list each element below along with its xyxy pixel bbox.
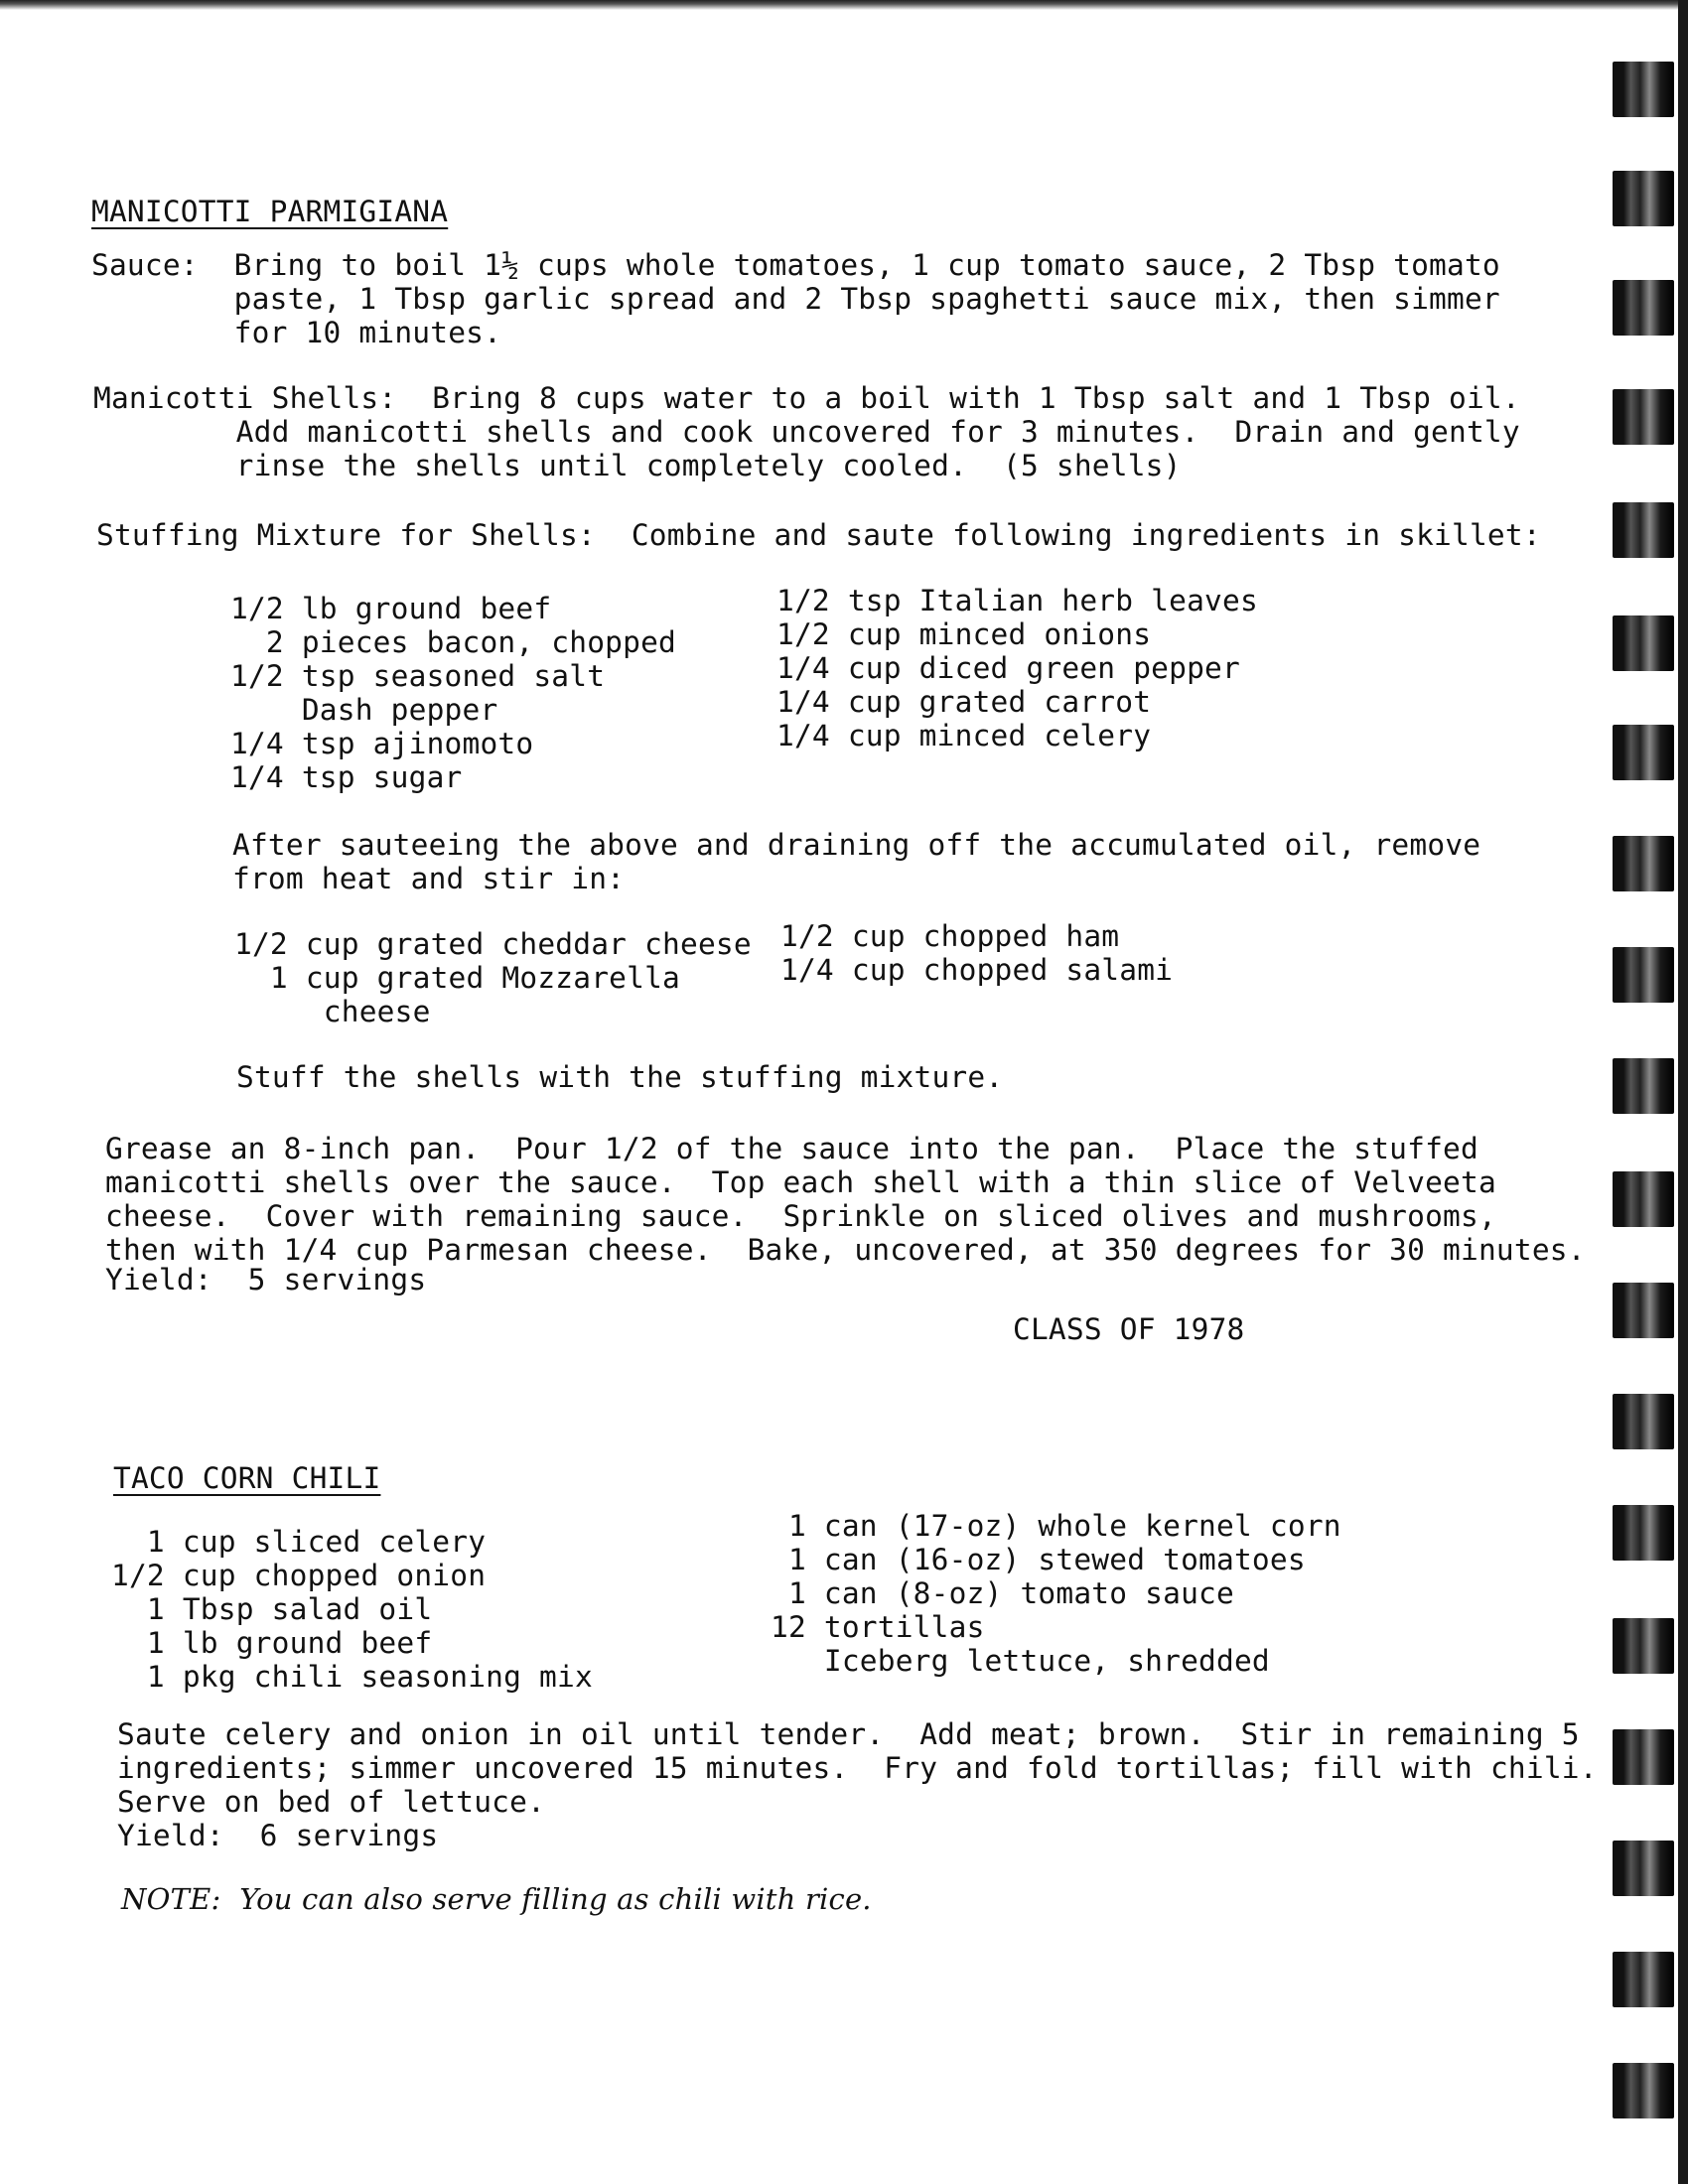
cheese-ingredient-right-2: 1/4 cup chopped salami bbox=[780, 953, 1174, 987]
manicotti-yield: Yield: 5 servings bbox=[105, 1263, 427, 1297]
binding-ring bbox=[1613, 171, 1674, 226]
shells-line-2: Add manicotti shells and cook uncovered for 3 minutes. Drain and gently bbox=[93, 415, 1520, 449]
cheese-ingredient-left-3: cheese bbox=[234, 995, 431, 1028]
stuff-instruction: Stuff the shells with the stuffing mixture. bbox=[236, 1060, 1004, 1094]
chili-ingredient-left-1: 1 cup sliced celery bbox=[111, 1525, 487, 1559]
chili-yield: Yield: 6 servings bbox=[117, 1819, 439, 1852]
manicotti-directions-4: then with 1/4 cup Parmesan cheese. Bake, uncovered, at 350 degrees for 30 minutes. bbox=[105, 1233, 1586, 1267]
chili-ingredient-left-2: 1/2 cup chopped onion bbox=[111, 1559, 487, 1592]
chili-ingredient-right-4: 12 tortillas bbox=[771, 1610, 985, 1644]
stuffing-ingredient-left-5: 1/4 tsp ajinomoto bbox=[230, 727, 534, 760]
recipe-title-manicotti: MANICOTTI PARMIGIANA bbox=[91, 195, 449, 228]
after-saute-line-1: After sauteeing the above and draining off the accumulated oil, remove bbox=[232, 828, 1481, 862]
chili-directions-3: Serve on bed of lettuce. bbox=[117, 1785, 546, 1819]
binding-ring bbox=[1613, 280, 1674, 336]
stuffing-ingredient-right-2: 1/2 cup minced onions bbox=[776, 617, 1152, 651]
binding-ring bbox=[1613, 1171, 1674, 1227]
binding-ring bbox=[1613, 615, 1674, 671]
spiral-binding bbox=[1599, 0, 1688, 2184]
binding-ring bbox=[1613, 947, 1674, 1003]
binding-ring bbox=[1613, 1841, 1674, 1896]
stuffing-ingredient-right-5: 1/4 cup minced celery bbox=[776, 719, 1152, 752]
binding-ring bbox=[1613, 1283, 1674, 1338]
recipe-credit: CLASS OF 1978 bbox=[1013, 1312, 1245, 1346]
stuffing-ingredient-left-1: 1/2 lb ground beef bbox=[230, 592, 552, 625]
stuffing-ingredient-right-3: 1/4 cup diced green pepper bbox=[776, 651, 1240, 685]
after-saute-line-2: from heat and stir in: bbox=[232, 862, 626, 895]
shells-line-3: rinse the shells until completely cooled. (5 shells) bbox=[93, 449, 1182, 482]
chili-directions-1: Saute celery and onion in oil until tender. Add meat; brown. Stir in remaining 5 bbox=[117, 1717, 1580, 1751]
manicotti-directions-1: Grease an 8-inch pan. Pour 1/2 of the sauce into the pan. Place the stuffed bbox=[105, 1132, 1478, 1165]
stuffing-intro: Stuffing Mixture for Shells: Combine and saute following ingredients in skillet: bbox=[96, 518, 1541, 552]
stuffing-ingredient-left-6: 1/4 tsp sugar bbox=[230, 760, 463, 794]
chili-ingredient-right-2: 1 can (16-oz) stewed tomatoes bbox=[771, 1543, 1306, 1576]
sauce-line-1: Sauce: Bring to boil 1½ cups whole tomatoes, 1 cup tomato sauce, 2 Tbsp tomato bbox=[91, 248, 1500, 282]
chili-ingredient-right-1: 1 can (17-oz) whole kernel corn bbox=[771, 1509, 1341, 1543]
chili-directions-2: ingredients; simmer uncovered 15 minutes. Fry and fold tortillas; fill with chili. bbox=[117, 1751, 1598, 1785]
recipe-title-taco-chili: TACO CORN CHILI bbox=[113, 1461, 381, 1495]
stuffing-ingredient-right-1: 1/2 tsp Italian herb leaves bbox=[776, 584, 1258, 617]
stuffing-ingredient-left-2: 2 pieces bacon, chopped bbox=[230, 625, 677, 659]
chili-ingredient-left-3: 1 Tbsp salad oil bbox=[111, 1592, 433, 1626]
cheese-ingredient-right-1: 1/2 cup chopped ham bbox=[780, 919, 1120, 953]
binding-ring bbox=[1613, 725, 1674, 780]
binding-ring bbox=[1613, 389, 1674, 445]
binding-ring bbox=[1613, 1394, 1674, 1449]
binding-ring bbox=[1613, 1058, 1674, 1114]
manicotti-directions-2: manicotti shells over the sauce. Top each shell with a thin slice of Velveeta bbox=[105, 1165, 1496, 1199]
chili-ingredient-left-4: 1 lb ground beef bbox=[111, 1626, 433, 1660]
chili-ingredient-left-5: 1 pkg chili seasoning mix bbox=[111, 1660, 593, 1694]
binding-ring bbox=[1613, 836, 1674, 891]
page-top-edge bbox=[0, 0, 1688, 10]
sauce-line-2: paste, 1 Tbsp garlic spread and 2 Tbsp spaghetti sauce mix, then simmer bbox=[91, 282, 1500, 316]
chili-note: NOTE: You can also serve filling as chili with rice. bbox=[121, 1882, 872, 1916]
stuffing-ingredient-left-4: Dash pepper bbox=[230, 693, 498, 727]
binding-ring bbox=[1613, 502, 1674, 558]
chili-ingredient-right-3: 1 can (8-oz) tomato sauce bbox=[771, 1576, 1234, 1610]
binding-ring bbox=[1613, 1505, 1674, 1561]
binding-ring bbox=[1613, 2063, 1674, 2118]
binding-ring bbox=[1613, 1952, 1674, 2007]
cheese-ingredient-left-2: 1 cup grated Mozzarella bbox=[234, 961, 681, 995]
manicotti-directions-3: cheese. Cover with remaining sauce. Sprinkle on sliced olives and mushrooms, bbox=[105, 1199, 1496, 1233]
sauce-line-3: for 10 minutes. bbox=[91, 316, 502, 349]
stuffing-ingredient-left-3: 1/2 tsp seasoned salt bbox=[230, 659, 606, 693]
binding-spine bbox=[1678, 0, 1688, 2184]
shells-line-1: Manicotti Shells: Bring 8 cups water to a boil with 1 Tbsp salt and 1 Tbsp oil. bbox=[93, 381, 1520, 415]
binding-ring bbox=[1613, 62, 1674, 117]
cheese-ingredient-left-1: 1/2 cup grated cheddar cheese bbox=[234, 927, 752, 961]
stuffing-ingredient-right-4: 1/4 cup grated carrot bbox=[776, 685, 1152, 719]
chili-ingredient-right-5: Iceberg lettuce, shredded bbox=[771, 1644, 1270, 1678]
binding-ring bbox=[1613, 1729, 1674, 1785]
binding-ring bbox=[1613, 1618, 1674, 1674]
